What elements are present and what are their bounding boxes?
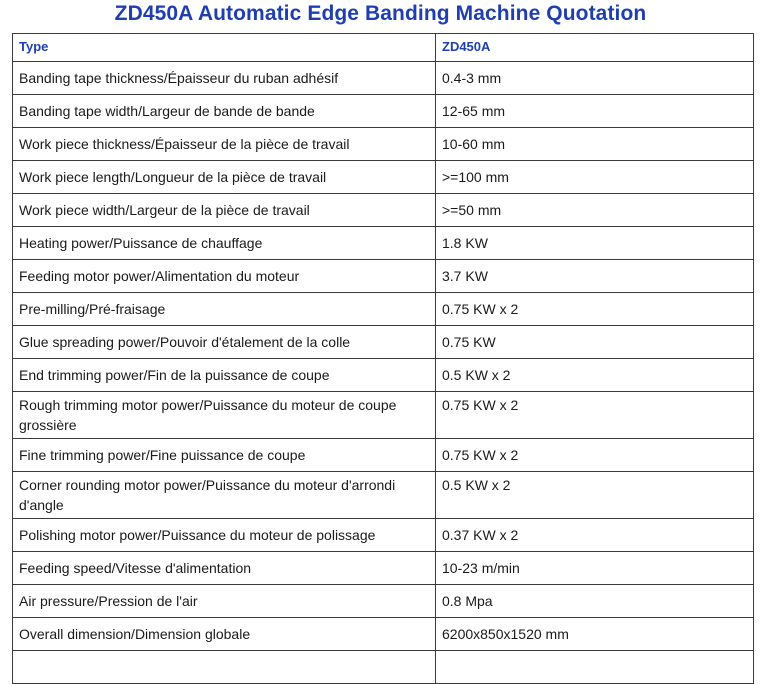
table-row (13, 359, 754, 392)
spec-label: Fine trimming power/Fine puissance de coupe (13, 439, 436, 472)
spec-label: Pre-milling/Pré-fraisage (13, 293, 436, 326)
spec-value: 0.37 KW x 2 (436, 519, 754, 552)
spec-value: >=100 mm (436, 161, 754, 194)
spec-label: Glue spreading power/Pouvoir d'étalement de la colle (13, 326, 436, 359)
table-row (13, 326, 754, 359)
spec-value: 0.5 KW x 2 (436, 359, 754, 392)
table-row (13, 227, 754, 260)
table-row (13, 194, 754, 227)
table-row (13, 618, 754, 651)
spec-label: Heating power/Puissance de chauffage (13, 227, 436, 260)
spec-label: Banding tape thickness/Épaisseur du ruban adhésif (13, 62, 436, 95)
spec-value: 3.7 KW (436, 260, 754, 293)
spec-value: 0.75 KW x 2 (436, 293, 754, 326)
spec-value: >=50 mm (436, 194, 754, 227)
table-row (13, 161, 754, 194)
table-row (13, 552, 754, 585)
spec-label: Air pressure/Pression de l'air (13, 585, 436, 618)
spec-value: 0.8 Mpa (436, 585, 754, 618)
spec-value: 10-60 mm (436, 128, 754, 161)
spec-label: Banding tape width/Largeur de bande de bande (13, 95, 436, 128)
spec-table (12, 33, 754, 684)
table-row (13, 472, 754, 519)
spec-value: 0.75 KW (436, 326, 754, 359)
spec-label: Corner rounding motor power/Puissance du moteur d'arrondi d'angle (13, 472, 436, 519)
page-title: ZD450A Automatic Edge Banding Machine Quotation (114, 2, 647, 25)
table-row (13, 293, 754, 326)
spec-label: End trimming power/Fin de la puissance de coupe (13, 359, 436, 392)
spec-value: 0.4-3 mm (436, 62, 754, 95)
header-model: ZD450A (436, 34, 754, 62)
spec-value: 6200x850x1520 mm (436, 618, 754, 651)
spec-label: Rough trimming motor power/Puissance du moteur de coupe grossière (13, 392, 436, 439)
table-row (13, 439, 754, 472)
table-header-row (13, 34, 754, 62)
table-row (13, 128, 754, 161)
spec-value: 1.8 KW (436, 227, 754, 260)
table-row (13, 392, 754, 439)
spec-value: 10-23 m/min (436, 552, 754, 585)
spec-value: 12-65 mm (436, 95, 754, 128)
spec-label: Feeding motor power/Alimentation du moteur (13, 260, 436, 293)
table-row (13, 519, 754, 552)
spec-label: Work piece width/Largeur de la pièce de travail (13, 194, 436, 227)
spec-value (436, 651, 754, 684)
table-row (13, 62, 754, 95)
spec-label (13, 651, 436, 684)
spec-label: Work piece length/Longueur de la pièce de travail (13, 161, 436, 194)
spec-value: 0.75 KW x 2 (436, 439, 754, 472)
spec-label: Polishing motor power/Puissance du moteur de polissage (13, 519, 436, 552)
spec-value: 0.75 KW x 2 (436, 392, 754, 439)
header-type: Type (13, 34, 436, 62)
table-row-cut-off (13, 651, 754, 684)
table-row (13, 585, 754, 618)
spec-label: Overall dimension/Dimension globale (13, 618, 436, 651)
spec-value: 0.5 KW x 2 (436, 472, 754, 519)
table-row (13, 95, 754, 128)
spec-label: Work piece thickness/Épaisseur de la pièce de travail (13, 128, 436, 161)
spec-label: Feeding speed/Vitesse d'alimentation (13, 552, 436, 585)
table-row (13, 260, 754, 293)
